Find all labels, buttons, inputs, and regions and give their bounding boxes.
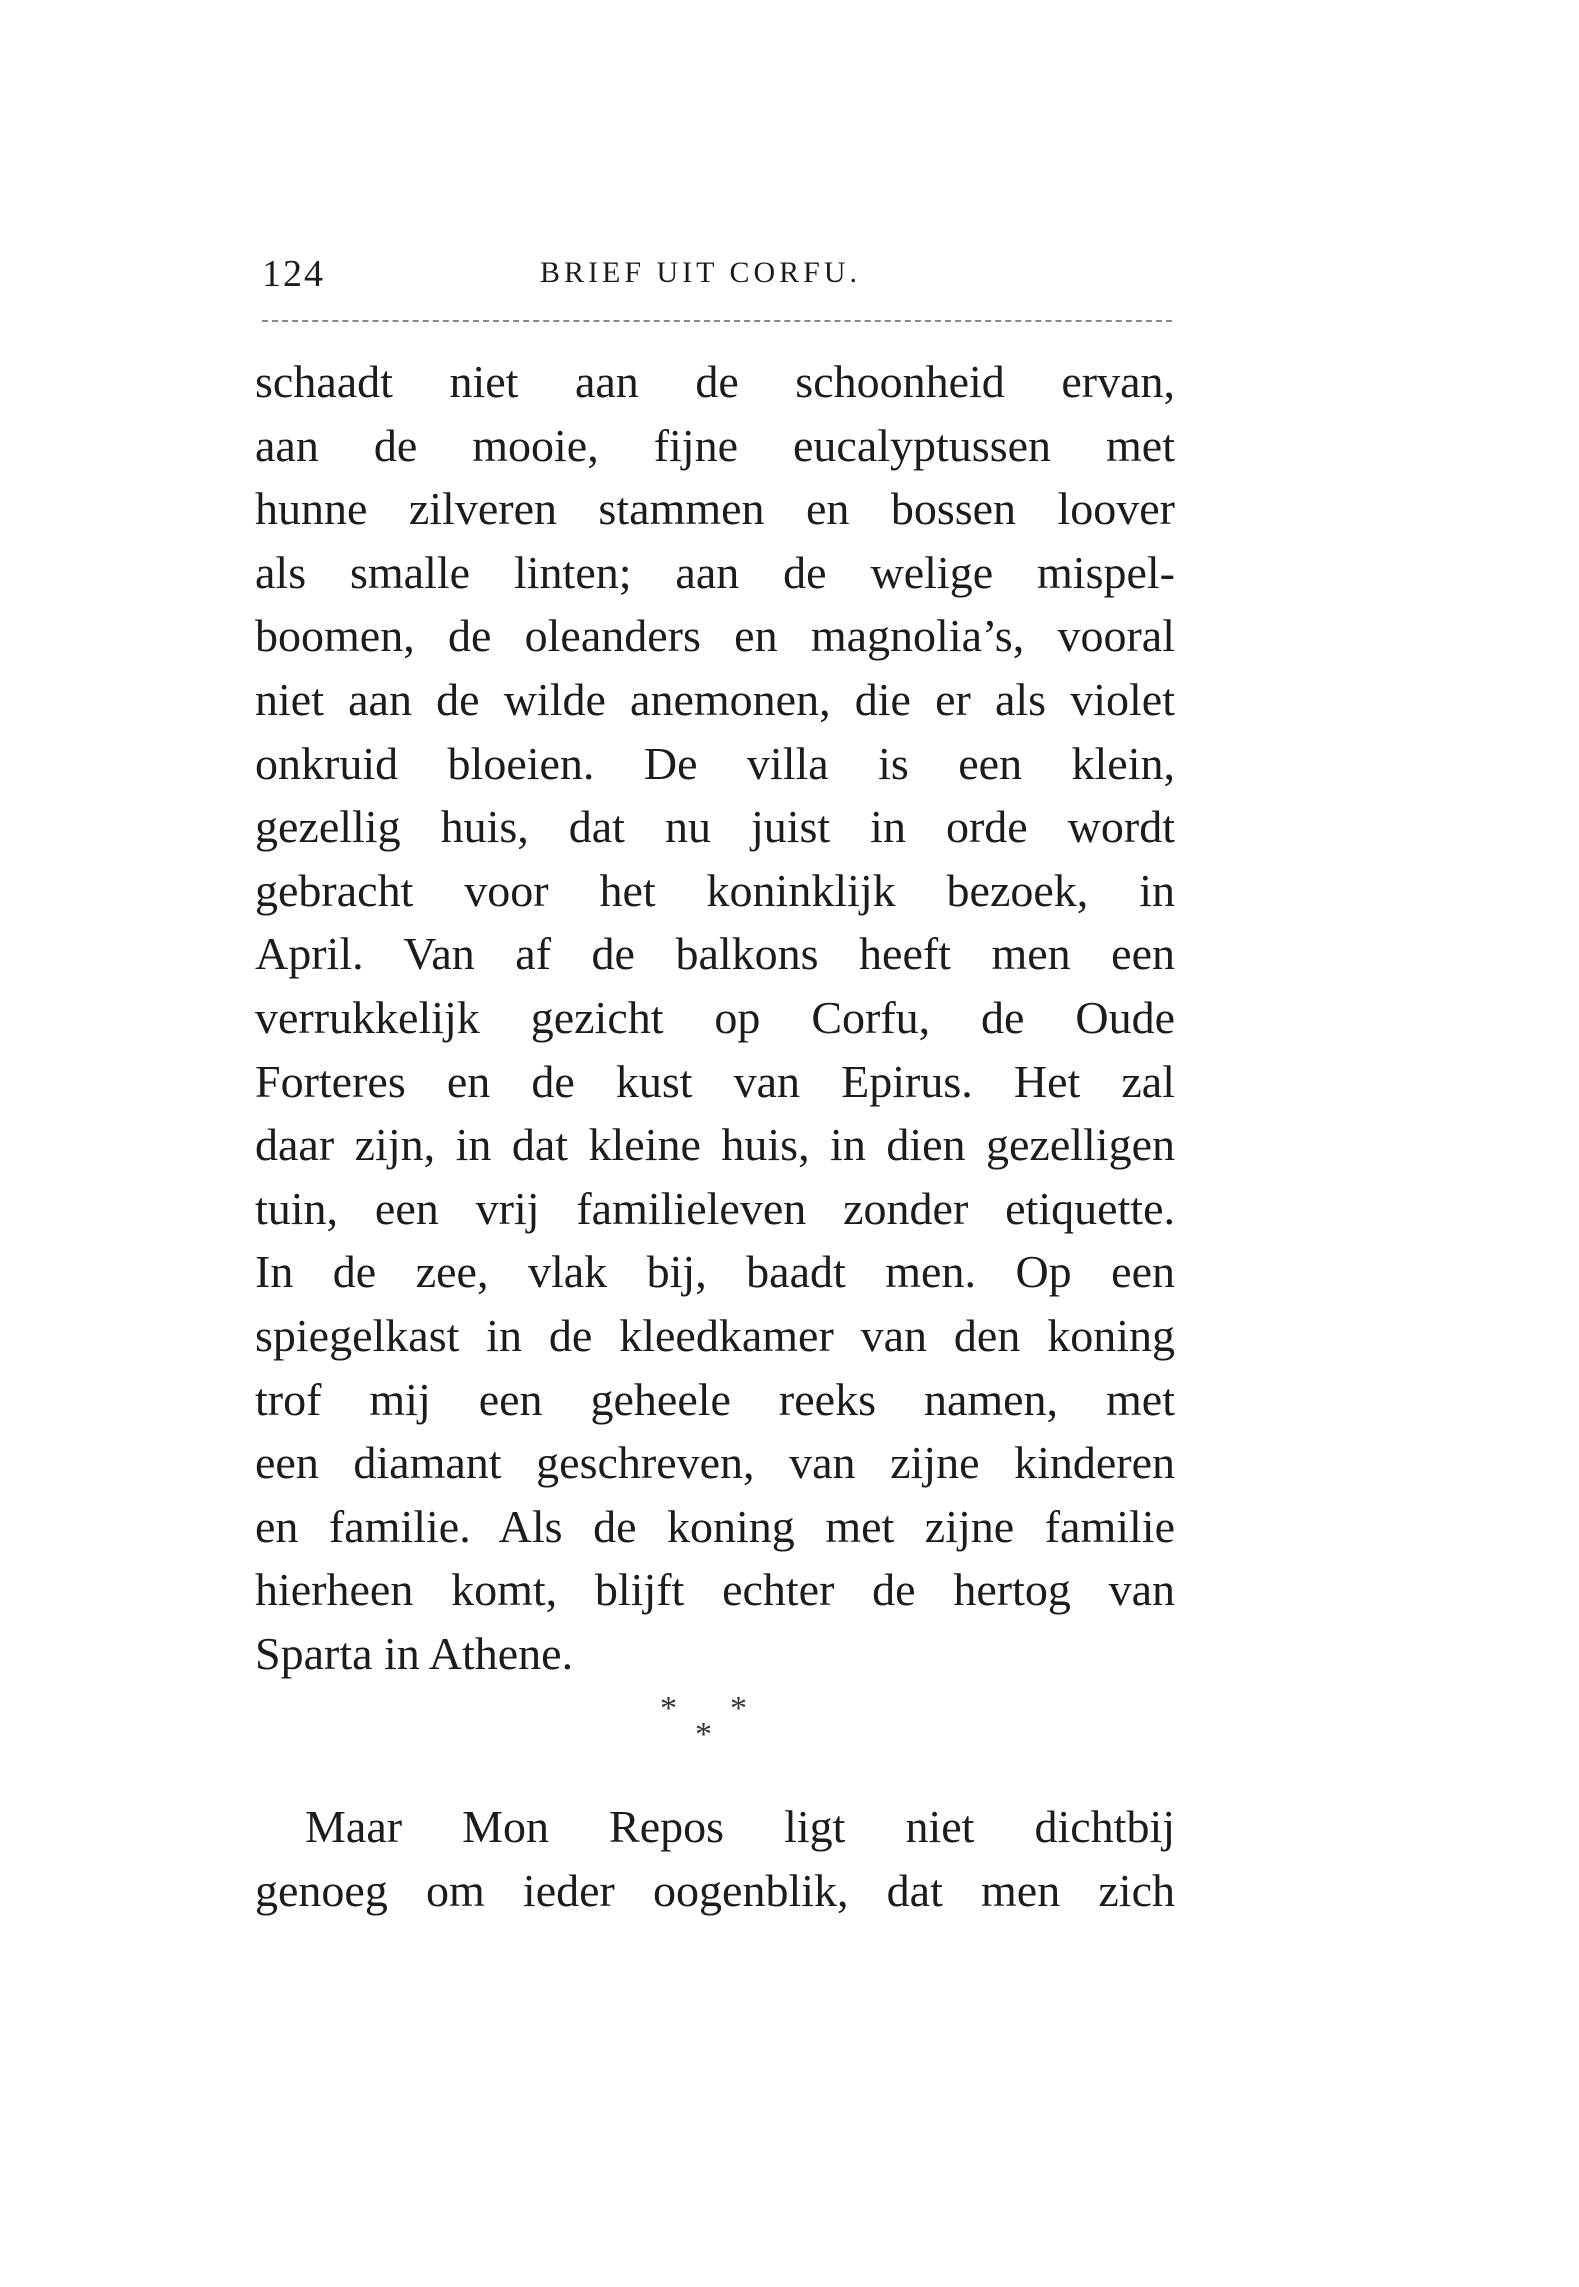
text-line: spiegelkast in de kleedkamer van den koning [255, 1309, 1175, 1361]
paragraph-2 [255, 1795, 1175, 1922]
text-line: gezellig huis, dat nu juist in orde wordt [255, 801, 1175, 853]
asterisk-glyph: * [730, 1690, 747, 1727]
text-line: een diamant geschreven, van zijne kinderen [255, 1437, 1175, 1489]
text-line: tuin, een vrij familieleven zonder etiquette. [255, 1182, 1175, 1234]
text-line: gebracht voor het koninklijk bezoek, in [255, 864, 1175, 916]
asterisk-glyph: * [695, 1716, 712, 1753]
text-line: boomen, de oleanders en magnolia’s, vooral [255, 610, 1175, 662]
text-line: schaadt niet aan de schoonheid ervan, [255, 356, 1175, 407]
text-line: April. Van af de balkons heeft men een [255, 928, 1175, 980]
text-line: In de zee, vlak bij, baadt men. Op een [255, 1246, 1175, 1298]
text-line: genoeg om ieder oogenblik, dat men zich [255, 1864, 1175, 1916]
paragraph-1 [255, 350, 1175, 1685]
text-line: Sparta in Athene. [255, 1627, 574, 1679]
text-line: hunne zilveren stammen en bossen loover [255, 483, 1175, 535]
running-head: BRIEF UIT CORFU. [540, 256, 861, 289]
text-line: hierheen komt, blijft echter de hertog van [255, 1564, 1175, 1616]
text-line: Maar Mon Repos ligt niet dichtbij [305, 1801, 1175, 1852]
section-separator-asterism [660, 1690, 760, 1760]
text-line: als smalle linten; aan de welige mispel- [255, 546, 1175, 598]
text-line: aan de mooie, fijne eucalyptussen met [255, 419, 1175, 471]
text-line: niet aan de wilde anemonen, die er als violet [255, 673, 1175, 725]
asterisk-glyph: * [660, 1690, 677, 1727]
text-line: trof mij een geheele reeks namen, met [255, 1373, 1175, 1425]
text-line: daar zijn, in dat kleine huis, in dien gezelligen [255, 1119, 1175, 1171]
text-line: en familie. Als de koning met zijne familie [255, 1500, 1175, 1552]
header-rule [262, 320, 1172, 322]
text-line: onkruid bloeien. De villa is een klein, [255, 737, 1175, 789]
page-header [262, 252, 1172, 308]
text-line: Forteres en de kust van Epirus. Het zal [255, 1055, 1175, 1107]
page-number: 124 [262, 253, 325, 295]
text-line: verrukkelijk gezicht op Corfu, de Oude [255, 991, 1175, 1043]
